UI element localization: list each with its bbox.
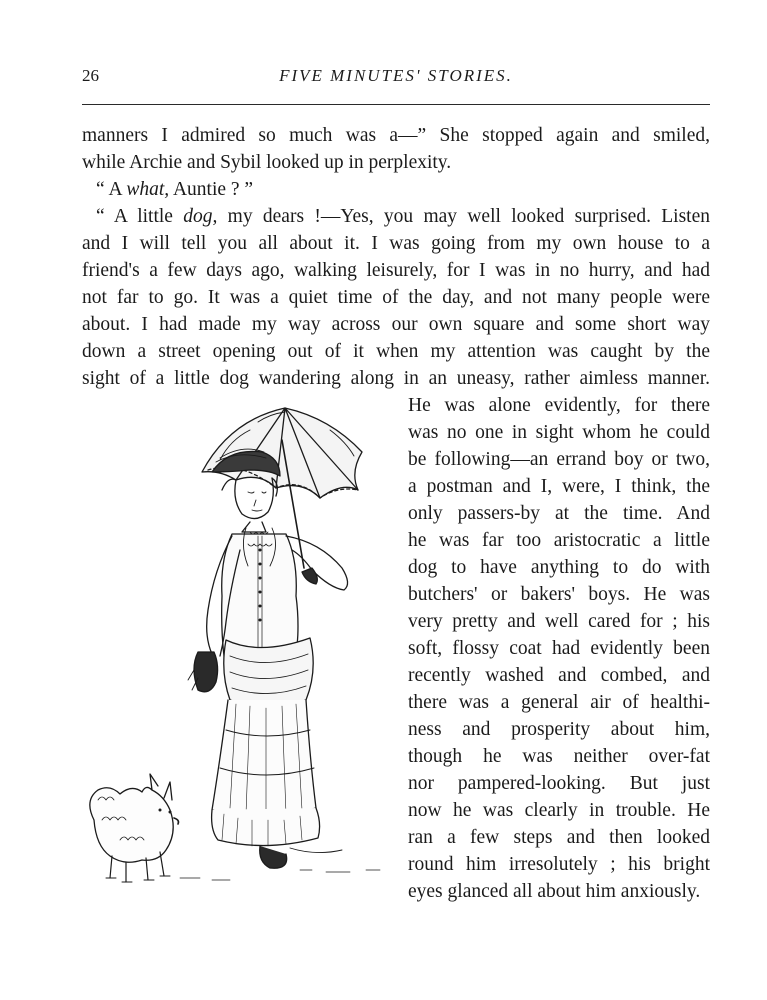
text-line: very pretty and well cared for ; his xyxy=(408,611,710,632)
text-line: round him irresolutely ; his bright xyxy=(408,854,710,875)
header-rule xyxy=(82,104,710,105)
text-line: down a street opening out of it when my attention was caught by the xyxy=(82,341,710,362)
illustration-woman-with-parasol-and-dog xyxy=(80,400,400,900)
running-title: FIVE MINUTES' STORIES. xyxy=(279,66,513,85)
woman-dress-drawing xyxy=(188,522,380,872)
text-line: a postman and I, were, I think, the xyxy=(408,476,710,497)
text-line: was no one in sight whom he could xyxy=(408,422,710,443)
text-line: sight of a little dog wandering along in an uneasy, rather aimless manner. xyxy=(82,368,710,389)
text-line: dog to have anything to do with xyxy=(408,557,710,578)
text-line: recently washed and combed, and xyxy=(408,665,710,686)
page-header xyxy=(82,66,710,90)
text-line: butchers' or bakers' boys. He was xyxy=(408,584,710,605)
text-line: eyes glanced all about him anxiously. xyxy=(408,881,701,902)
text-line: manners I admired so much was a—” She stopped again and smiled, xyxy=(82,125,710,146)
text-line: now he was clearly in trouble. He xyxy=(408,800,710,821)
text-line: friend's a few days ago, walking leisurely, for I was in no hurry, and had xyxy=(82,260,710,281)
text-line: not far to go. It was a quiet time of the day, and not many people were xyxy=(82,287,710,308)
text-line: and I will tell you all about it. I was going from my own house to a xyxy=(82,233,710,254)
text-line: there was a general air of healthi- xyxy=(408,692,710,713)
text-line: while Archie and Sybil looked up in perplexity. xyxy=(82,152,452,173)
text-line: he was far too aristocratic a little xyxy=(408,530,710,551)
text-line: “ A what, Auntie ? ” xyxy=(96,179,254,200)
text-line: ness and prosperity about him, xyxy=(408,719,710,740)
text-line: “ A little dog, my dears !—Yes, you may well looked surprised. Listen xyxy=(96,206,710,227)
text-line: soft, flossy coat had evidently been xyxy=(408,638,710,659)
text-line: nor pampered-looking. But just xyxy=(408,773,710,794)
text-line: ran a few steps and then looked xyxy=(408,827,710,848)
text-line: though he was neither over-fat xyxy=(408,746,710,767)
text-line: only passers-by at the time. And xyxy=(408,503,710,524)
text-line: be following—an errand boy or two, xyxy=(408,449,710,470)
page-number: 26 xyxy=(82,66,99,85)
text-line: He was alone evidently, for there xyxy=(408,395,710,416)
dog-drawing xyxy=(90,774,230,882)
text-line: about. I had made my way across our own square and some short way xyxy=(82,314,710,335)
